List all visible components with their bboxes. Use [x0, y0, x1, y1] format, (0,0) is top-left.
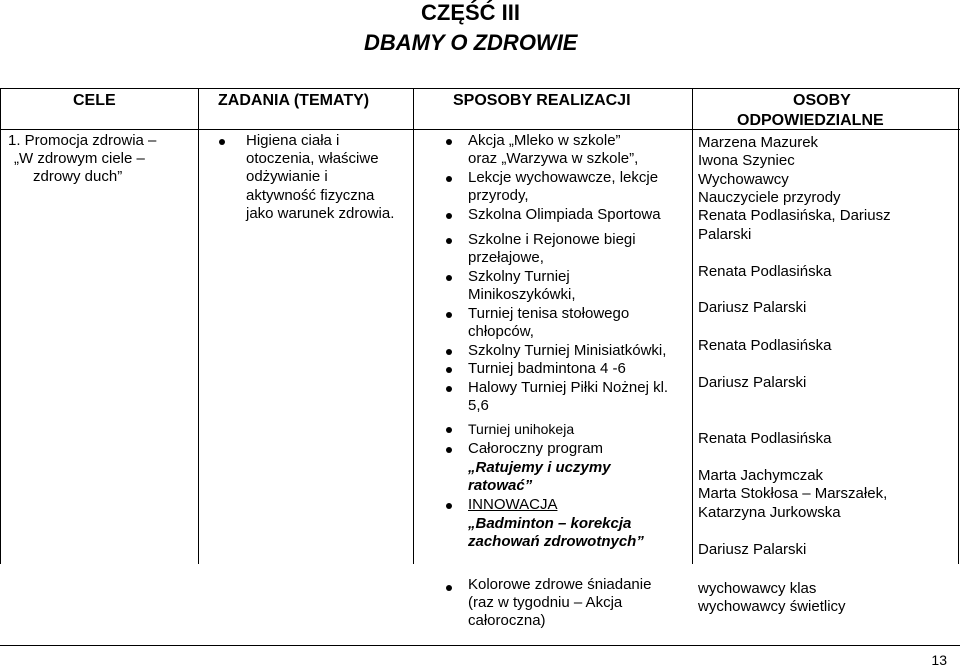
- person-line: Marta Jachymczak: [698, 467, 824, 484]
- method-line: przyrody,: [468, 187, 529, 204]
- bullet-icon: [446, 139, 452, 145]
- task-line: jako warunek zdrowia.: [246, 205, 395, 222]
- person-line: Dariusz Palarski: [698, 299, 807, 316]
- person-line: Iwona Szyniec: [698, 152, 795, 169]
- person-line: Katarzyna Jurkowska: [698, 504, 841, 521]
- footer-divider: [0, 645, 960, 646]
- bullet-icon: [446, 312, 452, 318]
- method-line: „Ratujemy i uczymy: [468, 459, 611, 476]
- person-line: Renata Podlasińska: [698, 337, 832, 354]
- bullet-icon: [446, 503, 452, 509]
- method-line: Całoroczny program: [468, 440, 604, 457]
- header-persons-2: ODPOWIEDZIALNE: [737, 112, 884, 129]
- method-line: ratować”: [468, 477, 533, 494]
- person-line: Renata Podlasińska: [698, 263, 832, 280]
- header-goals: CELE: [73, 92, 116, 109]
- person-line: wychowawcy klas: [698, 580, 817, 597]
- bullet-icon: [446, 275, 452, 281]
- method-line: Szkolne i Rejonowe biegi: [468, 231, 636, 248]
- column-divider: [413, 88, 414, 564]
- bullet-icon: [219, 139, 225, 145]
- table-border-left: [0, 88, 1, 564]
- person-line: Marta Stokłosa – Marszałek,: [698, 485, 888, 502]
- column-divider: [198, 88, 199, 564]
- person-line: Dariusz Palarski: [698, 541, 807, 558]
- bullet-icon: [446, 213, 452, 219]
- method-line: Akcja „Mleko w szkole”: [468, 132, 621, 149]
- goal-line: „W zdrowym ciele –: [14, 150, 145, 167]
- bullet-icon: [446, 176, 452, 182]
- section-title: DBAMY O ZDROWIE: [364, 30, 578, 55]
- method-line: przełajowe,: [468, 249, 544, 266]
- bullet-icon: [446, 367, 452, 373]
- bullet-icon: [446, 585, 452, 591]
- person-line: Nauczyciele przyrody: [698, 189, 841, 206]
- method-line: Kolorowe zdrowe śniadanie: [468, 576, 652, 593]
- method-line: INNOWACJA: [468, 496, 558, 513]
- method-line: Szkolny Turniej: [468, 268, 570, 285]
- method-line: Turniej badmintona 4 -6: [468, 360, 626, 377]
- header-tasks: ZADANIA (TEMATY): [218, 92, 370, 109]
- table-border-top: [0, 88, 960, 89]
- method-line: Szkolna Olimpiada Sportowa: [468, 206, 661, 223]
- method-line: Minikoszykówki,: [468, 286, 576, 303]
- header-persons: OSOBY: [793, 92, 851, 109]
- method-line: Turniej unihokeja: [468, 421, 575, 437]
- page-footer: [0, 645, 960, 669]
- method-line: całoroczna): [468, 612, 546, 629]
- task-line: aktywność fizyczna: [246, 187, 375, 204]
- goal-line: 1. Promocja zdrowia –: [8, 132, 157, 149]
- person-line: Wychowawcy: [698, 171, 789, 188]
- method-line: (raz w tygodniu – Akcja: [468, 594, 623, 611]
- bullet-icon: [446, 349, 452, 355]
- header-methods: SPOSOBY REALIZACJI: [453, 92, 631, 109]
- person-line: Palarski: [698, 226, 752, 243]
- method-line: Halowy Turniej Piłki Nożnej kl.: [468, 379, 669, 396]
- method-line: 5,6: [468, 397, 489, 414]
- plan-table: [0, 88, 960, 564]
- bullet-icon: [446, 238, 452, 244]
- bullet-icon: [446, 386, 452, 392]
- person-line: Dariusz Palarski: [698, 374, 807, 391]
- person-line: wychowawcy świetlicy: [698, 598, 846, 615]
- method-line: zachowań zdrowotnych”: [468, 533, 644, 550]
- person-line: Renata Podlasińska, Dariusz: [698, 207, 891, 224]
- column-divider: [692, 88, 693, 564]
- method-line: Szkolny Turniej Minisiatkówki,: [468, 342, 667, 359]
- table-border-right: [958, 88, 959, 564]
- page-number: 13: [931, 652, 947, 668]
- method-line: „Badminton – korekcja: [468, 515, 632, 532]
- method-line: Turniej tenisa stołowego: [468, 305, 630, 322]
- method-line: Lekcje wychowawcze, lekcje: [468, 169, 659, 186]
- task-line: odżywianie i: [246, 168, 328, 185]
- method-line: chłopców,: [468, 323, 534, 340]
- task-line: Higiena ciała i: [246, 132, 340, 149]
- part-title: CZĘŚĆ III: [421, 0, 521, 25]
- person-line: Marzena Mazurek: [698, 134, 819, 151]
- task-line: otoczenia, właściwe: [246, 150, 379, 167]
- bullet-icon: [446, 427, 452, 433]
- person-line: Renata Podlasińska: [698, 430, 832, 447]
- bullet-icon: [446, 447, 452, 453]
- goal-line: zdrowy duch”: [33, 168, 123, 185]
- method-line: oraz „Warzywa w szkole”,: [468, 150, 639, 167]
